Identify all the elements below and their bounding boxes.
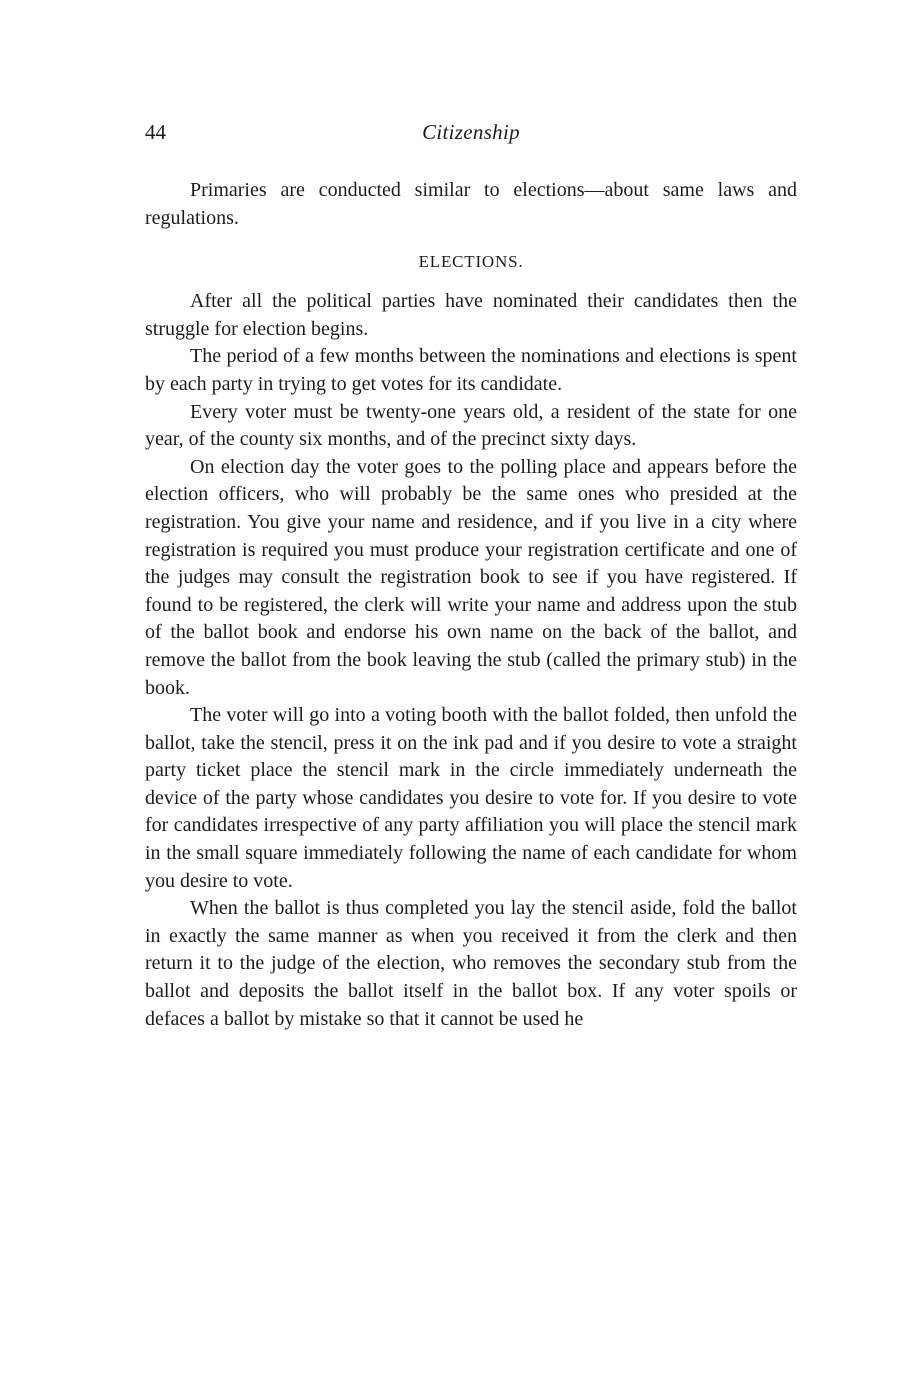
page-number: 44 — [145, 120, 166, 144]
paragraph: After all the political parties have nominated their candidates then the struggle for election begins. — [145, 290, 797, 340]
section-heading: ELECTIONS. — [418, 252, 524, 272]
intro-paragraph: Primaries are conducted similar to elections—about same laws and regulations. — [145, 179, 797, 229]
running-title: Citizenship — [422, 120, 520, 144]
paragraph: The period of a few months between the nominations and elections is spent by each party in trying to get votes for its candidate. — [145, 345, 797, 395]
page-header — [145, 120, 797, 150]
body-text — [145, 177, 797, 1033]
paragraph: When the ballot is thus completed you lay the stencil aside, fold the ballot in exactly the same manner as when you received it from the clerk and then return it to the judge of the election, who removes the secondary stub from the ballot and deposits the ballot itself in the ballot box. If any voter spoils or defaces a ballot by mistake so that it cannot be used he — [145, 897, 797, 1030]
paragraph: Every voter must be twenty-one years old, a resident of the state for one year, of the county six months, and of the precinct sixty days. — [145, 400, 797, 451]
paragraph: The voter will go into a voting booth with the ballot folded, then unfold the ballot, take the stencil, press it on the ink pad and if you desire to vote a straight party ticket place the stencil mark in the circle immediately underneath the device of the party whose candidates you desire to vote for. If you desire to vote for candidates irrespective of any party affiliation you will place the stencil mark in the small square immediately following the name of each candidate for whom you desire to vote. — [145, 704, 797, 892]
paragraph: On election day the voter goes to the polling place and appears before the election officers, who will probably be the same ones who presided at the registration. You give your name and residence, and if you live in a city where registration is required you must produce your registration certificate and one of the judges may consult the registration book to see if you have registered. If found to be registered, the clerk will write your name and address upon the stub of the ballot book and endorse his own name on the back of the ballot, and remove the ballot from the book leaving the stub (called the primary stub) in the book. — [145, 455, 797, 699]
